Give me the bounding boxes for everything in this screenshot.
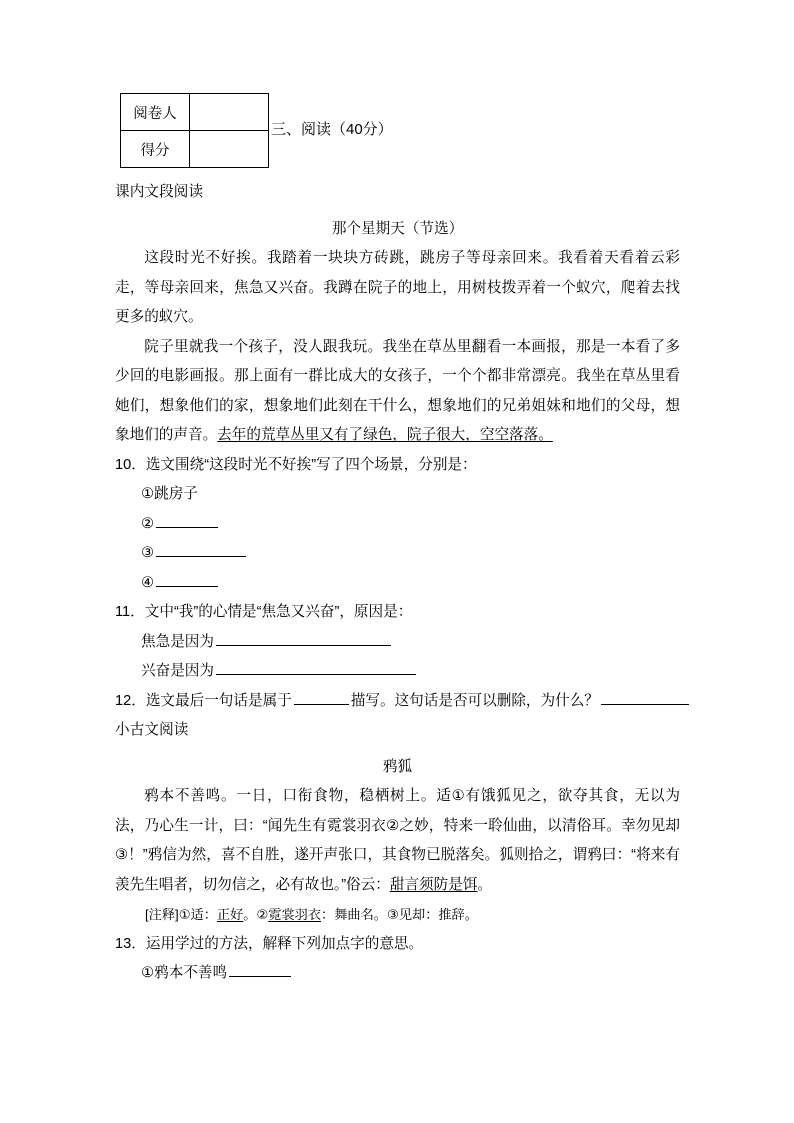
question-10-item-4 (115, 569, 680, 599)
question-10-item-3 (115, 539, 680, 569)
question-13-stem (115, 930, 680, 960)
question-11-text: 文中“我”的心情是“焦急又兴奋”，原因是： (144, 604, 413, 620)
passage-paragraph-1: 这段时光不好挨。我踏着一块块方砖跳，跳房子等母亲回来。我看着天看着云彩走，等母亲回来，焦急又兴奋。我蹲在院子的地上，用树枝拨弄着一个蚁穴，爬着去找更多的蚁穴。 (115, 250, 680, 325)
item-marker: ① (141, 965, 155, 981)
section-heading: 三、阅读（40分） (271, 121, 393, 138)
question-12-text-part1: 选文最后一句话是属于 (145, 692, 292, 709)
passage-title: 那个星期天（节选） (331, 220, 464, 237)
score-label-cell: 得分 (121, 131, 190, 168)
answer-blank[interactable] (229, 962, 291, 977)
classical-text-after: 。 (477, 876, 493, 893)
item-text: 鸦本不善鸣 (154, 965, 228, 981)
question-10-number: 10． (115, 456, 146, 473)
question-10-text: 选文围绕“这段时光不好挨”写了四个场景，分别是： (145, 456, 477, 473)
annotation-sep: ： (425, 907, 439, 922)
grading-table (120, 93, 269, 168)
answer-blank[interactable] (156, 513, 218, 528)
item-marker: ② (141, 515, 155, 532)
paragraph-2-text: 院子里就我一个孩子，没人跟我玩。我坐在草丛里翻看一本画报，那是一本看了多少回的电影画报。那上面有一群比成大的女孩子，一个个都非常漂亮。我坐在草丛里看她们，想象他们的家，想象地们此刻在干什么，想象地们的兄弟姐妹和地们的父母，想象地们的声音。 (115, 338, 680, 443)
question-11-sub-2 (115, 657, 680, 687)
sub-label: 兴奋是因为 (141, 663, 214, 679)
annotation-end: 。 (464, 907, 478, 922)
annotation-line (115, 900, 680, 930)
annotation-end: 。 (373, 907, 387, 922)
answer-blank[interactable] (156, 542, 246, 557)
annotation-gloss: 正好 (216, 907, 244, 922)
annotation-term: 霓裳羽衣 (268, 907, 322, 922)
table-row (121, 131, 269, 168)
answer-blank[interactable] (216, 631, 391, 646)
item-answer: 跳房子 (154, 486, 198, 502)
item-marker: ③ (141, 545, 155, 561)
underlined-final-sentence: 去年的荒草丛里又有了绿色，院子很大，空空落落。 (217, 427, 553, 443)
annotation-term: 见却 (398, 907, 426, 922)
question-11-stem (115, 598, 680, 628)
question-12-number: 12． (115, 692, 146, 709)
question-10-item-2 (115, 510, 680, 540)
classical-passage-body (115, 782, 680, 900)
question-12-stem (115, 687, 680, 717)
annotation-prefix: [注释] (145, 907, 179, 922)
passage-paragraph-2 (115, 333, 680, 451)
classical-reading-label: 小古文阅读 (115, 722, 189, 738)
sub-label: 焦急是因为 (141, 633, 214, 650)
classical-passage-title: 鸦狐 (382, 758, 413, 775)
question-13-item-1 (115, 959, 680, 989)
annotation-gloss: 推辞 (438, 907, 465, 922)
answer-blank[interactable] (216, 660, 416, 675)
classical-underlined-proverb: 甜言须防是饵 (389, 876, 478, 893)
annotation-marker: ③ (386, 907, 399, 922)
classical-text-before: 鸦本不善鸣。一日，口衔食物，稳栖树上。适①有饿狐见之，欲夺其食，无以为法，乃心生一计，曰：“闻先生有霓裳羽衣②之妙，特来一聆仙曲，以清俗耳。幸勿见却③！”鸦信为然，喜不自胜，遂开声张口，其食物已脱落矣。狐则拾之，谓鸦曰：“将来有羡先生唱者，切勿信之，必有故也。”俗云： (115, 788, 680, 893)
answer-blank[interactable] (294, 690, 349, 705)
question-10-stem (115, 451, 680, 481)
question-11-sub-1 (115, 628, 680, 658)
annotation-marker: ② (256, 907, 269, 922)
annotation-end: 。 (243, 907, 257, 922)
spacer (115, 208, 680, 215)
answer-blank[interactable] (601, 690, 689, 705)
question-13-number: 13． (115, 935, 146, 952)
question-13-text: 运用学过的方法，解释下列加点字的意思。 (145, 935, 424, 952)
question-10-item-1 (115, 480, 680, 510)
annotation-gloss: 舞曲名 (334, 907, 374, 922)
annotation-sep: ： (321, 907, 335, 922)
page-content (115, 178, 680, 989)
grader-value-cell[interactable] (190, 94, 269, 131)
spacer (115, 746, 680, 753)
question-12-text-part2: 描写。这句话是否可以删除，为什么？ (350, 692, 599, 709)
table-row (121, 94, 269, 131)
annotation-term: 适 (190, 907, 204, 922)
score-value-cell[interactable] (190, 131, 269, 168)
item-marker: ① (141, 486, 155, 502)
answer-blank[interactable] (156, 572, 218, 587)
annotation-sep: ： (203, 907, 217, 922)
question-11-number: 11． (115, 604, 145, 620)
header-block (115, 88, 680, 178)
grader-label-cell: 阅卷人 (121, 94, 190, 131)
annotation-marker: ① (178, 907, 191, 922)
modern-reading-label: 课内文段阅读 (115, 184, 204, 200)
item-marker: ④ (141, 574, 155, 591)
